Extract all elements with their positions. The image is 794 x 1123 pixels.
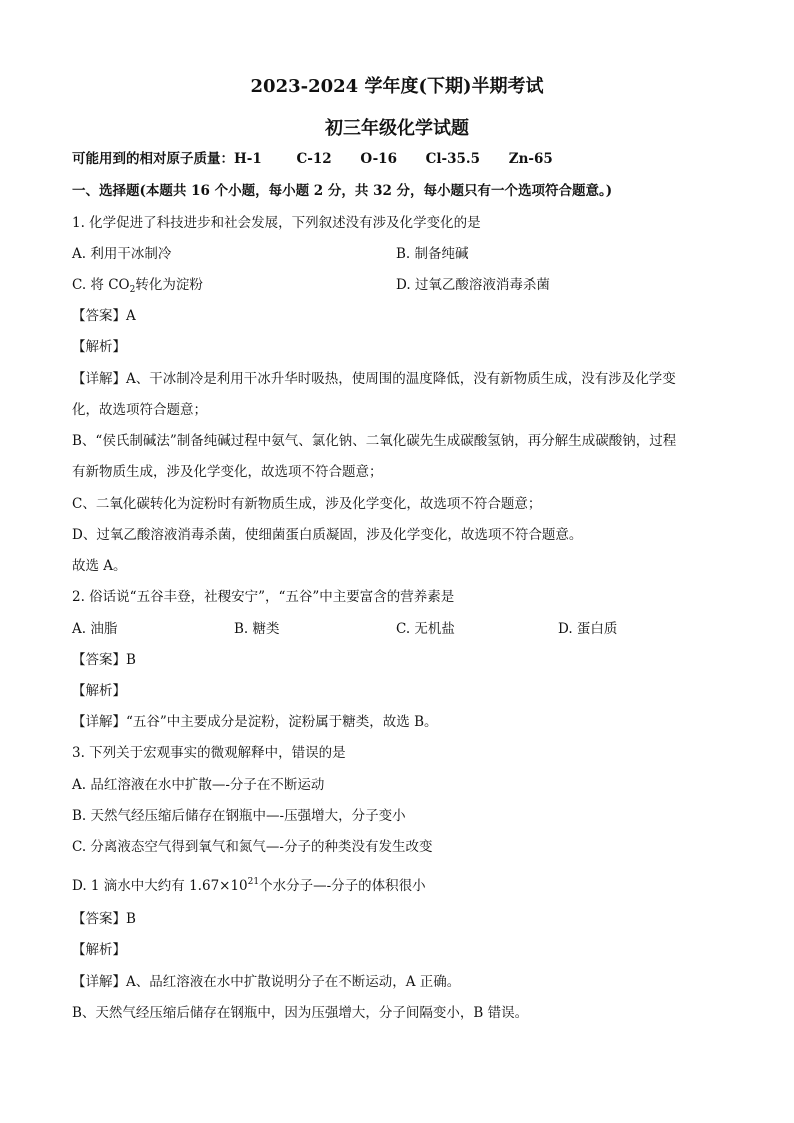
q1-option-c: [72, 276, 203, 299]
section-heading: 一、选择题(本题共 16 个小题，每小题 2 分，共 32 分，每小题只有一个选项符合题意。): [72, 183, 613, 199]
q3-option-d: [72, 873, 426, 895]
q3-answer: 【答案】B: [72, 911, 136, 927]
q1-option-c-suffix: 转化为淀粉: [135, 277, 203, 293]
q2-detail-1: 【详解】“五谷”中主要成分是淀粉，淀粉属于糖类，故选 B。: [72, 714, 438, 730]
q3-option-a: A. 品红溶液在水中扩散—-分子在不断运动: [72, 777, 325, 793]
q1-option-b: B. 制备纯碱: [396, 246, 469, 262]
q2-option-c: C. 无机盐: [396, 621, 455, 637]
q2-analysis: 【解析】: [72, 683, 126, 699]
q1-stem: 1. 化学促进了科技进步和社会发展，下列叙述没有涉及化学变化的是: [72, 215, 481, 231]
atomic-mass-cl: Cl-35.5: [425, 151, 481, 167]
q1-detail-4: 有新物质生成，涉及化学变化，故选项不符合题意；: [72, 464, 383, 480]
q1-detail-2: 化，故选项符合题意；: [72, 402, 207, 418]
q1-detail-1: 【详解】A、干冰制冷是利用干冰升华时吸热，使周围的温度降低，没有新物质生成，没有涉及化学变: [72, 371, 676, 387]
q2-answer: 【答案】B: [72, 652, 136, 668]
q1-analysis: 【解析】: [72, 339, 126, 355]
q2-option-b: B. 糖类: [234, 621, 280, 637]
atomic-mass-line: [72, 150, 553, 168]
q3-option-c: C. 分离液态空气得到氧气和氮气—-分子的种类没有发生改变: [72, 839, 433, 855]
q2-stem: 2. 俗话说“五谷丰登，社稷安宁”，“五谷”中主要富含的营养素是: [72, 589, 455, 605]
q1-option-a: A. 利用干冰制冷: [72, 246, 172, 262]
q3-detail-1: 【详解】A、品红溶液在水中扩散说明分子在不断运动，A 正确。: [72, 974, 461, 990]
q3-detail-2: B、天然气经压缩后储存在钢瓶中，因为压强增大，分子间隔变小，B 错误。: [72, 1005, 529, 1021]
atomic-mass-zn: Zn-65: [508, 151, 553, 167]
q3-option-d-prefix: D. 1 滴水中大约有 1.67×10: [72, 878, 248, 894]
q1-option-c-sub: 2: [129, 285, 136, 295]
q1-detail-5: C、二氧化碳转化为淀粉时有新物质生成，涉及化学变化，故选项不符合题意；: [72, 496, 542, 512]
q3-option-d-sup: 21: [247, 877, 260, 887]
exam-subtitle: 初三年级化学试题: [325, 118, 469, 139]
q3-option-d-suffix: 个水分子—-分子的体积很小: [259, 878, 426, 894]
q2-option-d: D. 蛋白质: [558, 621, 618, 637]
atomic-mass-h: H-1: [234, 151, 262, 167]
q2-option-a: A. 油脂: [72, 621, 118, 637]
q1-answer: 【答案】A: [72, 308, 136, 324]
atomic-mass-o: O-16: [360, 151, 397, 167]
q3-option-b: B. 天然气经压缩后储存在钢瓶中—-压强增大，分子变小: [72, 808, 406, 824]
atomic-mass-label: 可能用到的相对原子质量：: [72, 151, 234, 167]
q1-option-d: D. 过氧乙酸溶液消毒杀菌: [396, 277, 550, 293]
exam-title: 2023-2024 学年度(下期)半期考试: [250, 76, 544, 97]
q3-analysis: 【解析】: [72, 942, 126, 958]
q3-stem: 3. 下列关于宏观事实的微观解释中，错误的是: [72, 745, 346, 761]
atomic-mass-c: C-12: [296, 151, 332, 167]
q1-detail-6: D、过氧乙酸溶液消毒杀菌，使细菌蛋白质凝固，涉及化学变化，故选项不符合题意。: [72, 527, 583, 543]
q1-detail-7: 故选 A。: [72, 558, 127, 574]
q1-detail-3: B、“侯氏制碱法”制备纯碱过程中氨气、氯化钠、二氧化碳先生成碳酸氢钠，再分解生成碳酸钠，过程: [72, 433, 677, 449]
q1-option-c-prefix: C. 将 CO: [72, 277, 130, 293]
